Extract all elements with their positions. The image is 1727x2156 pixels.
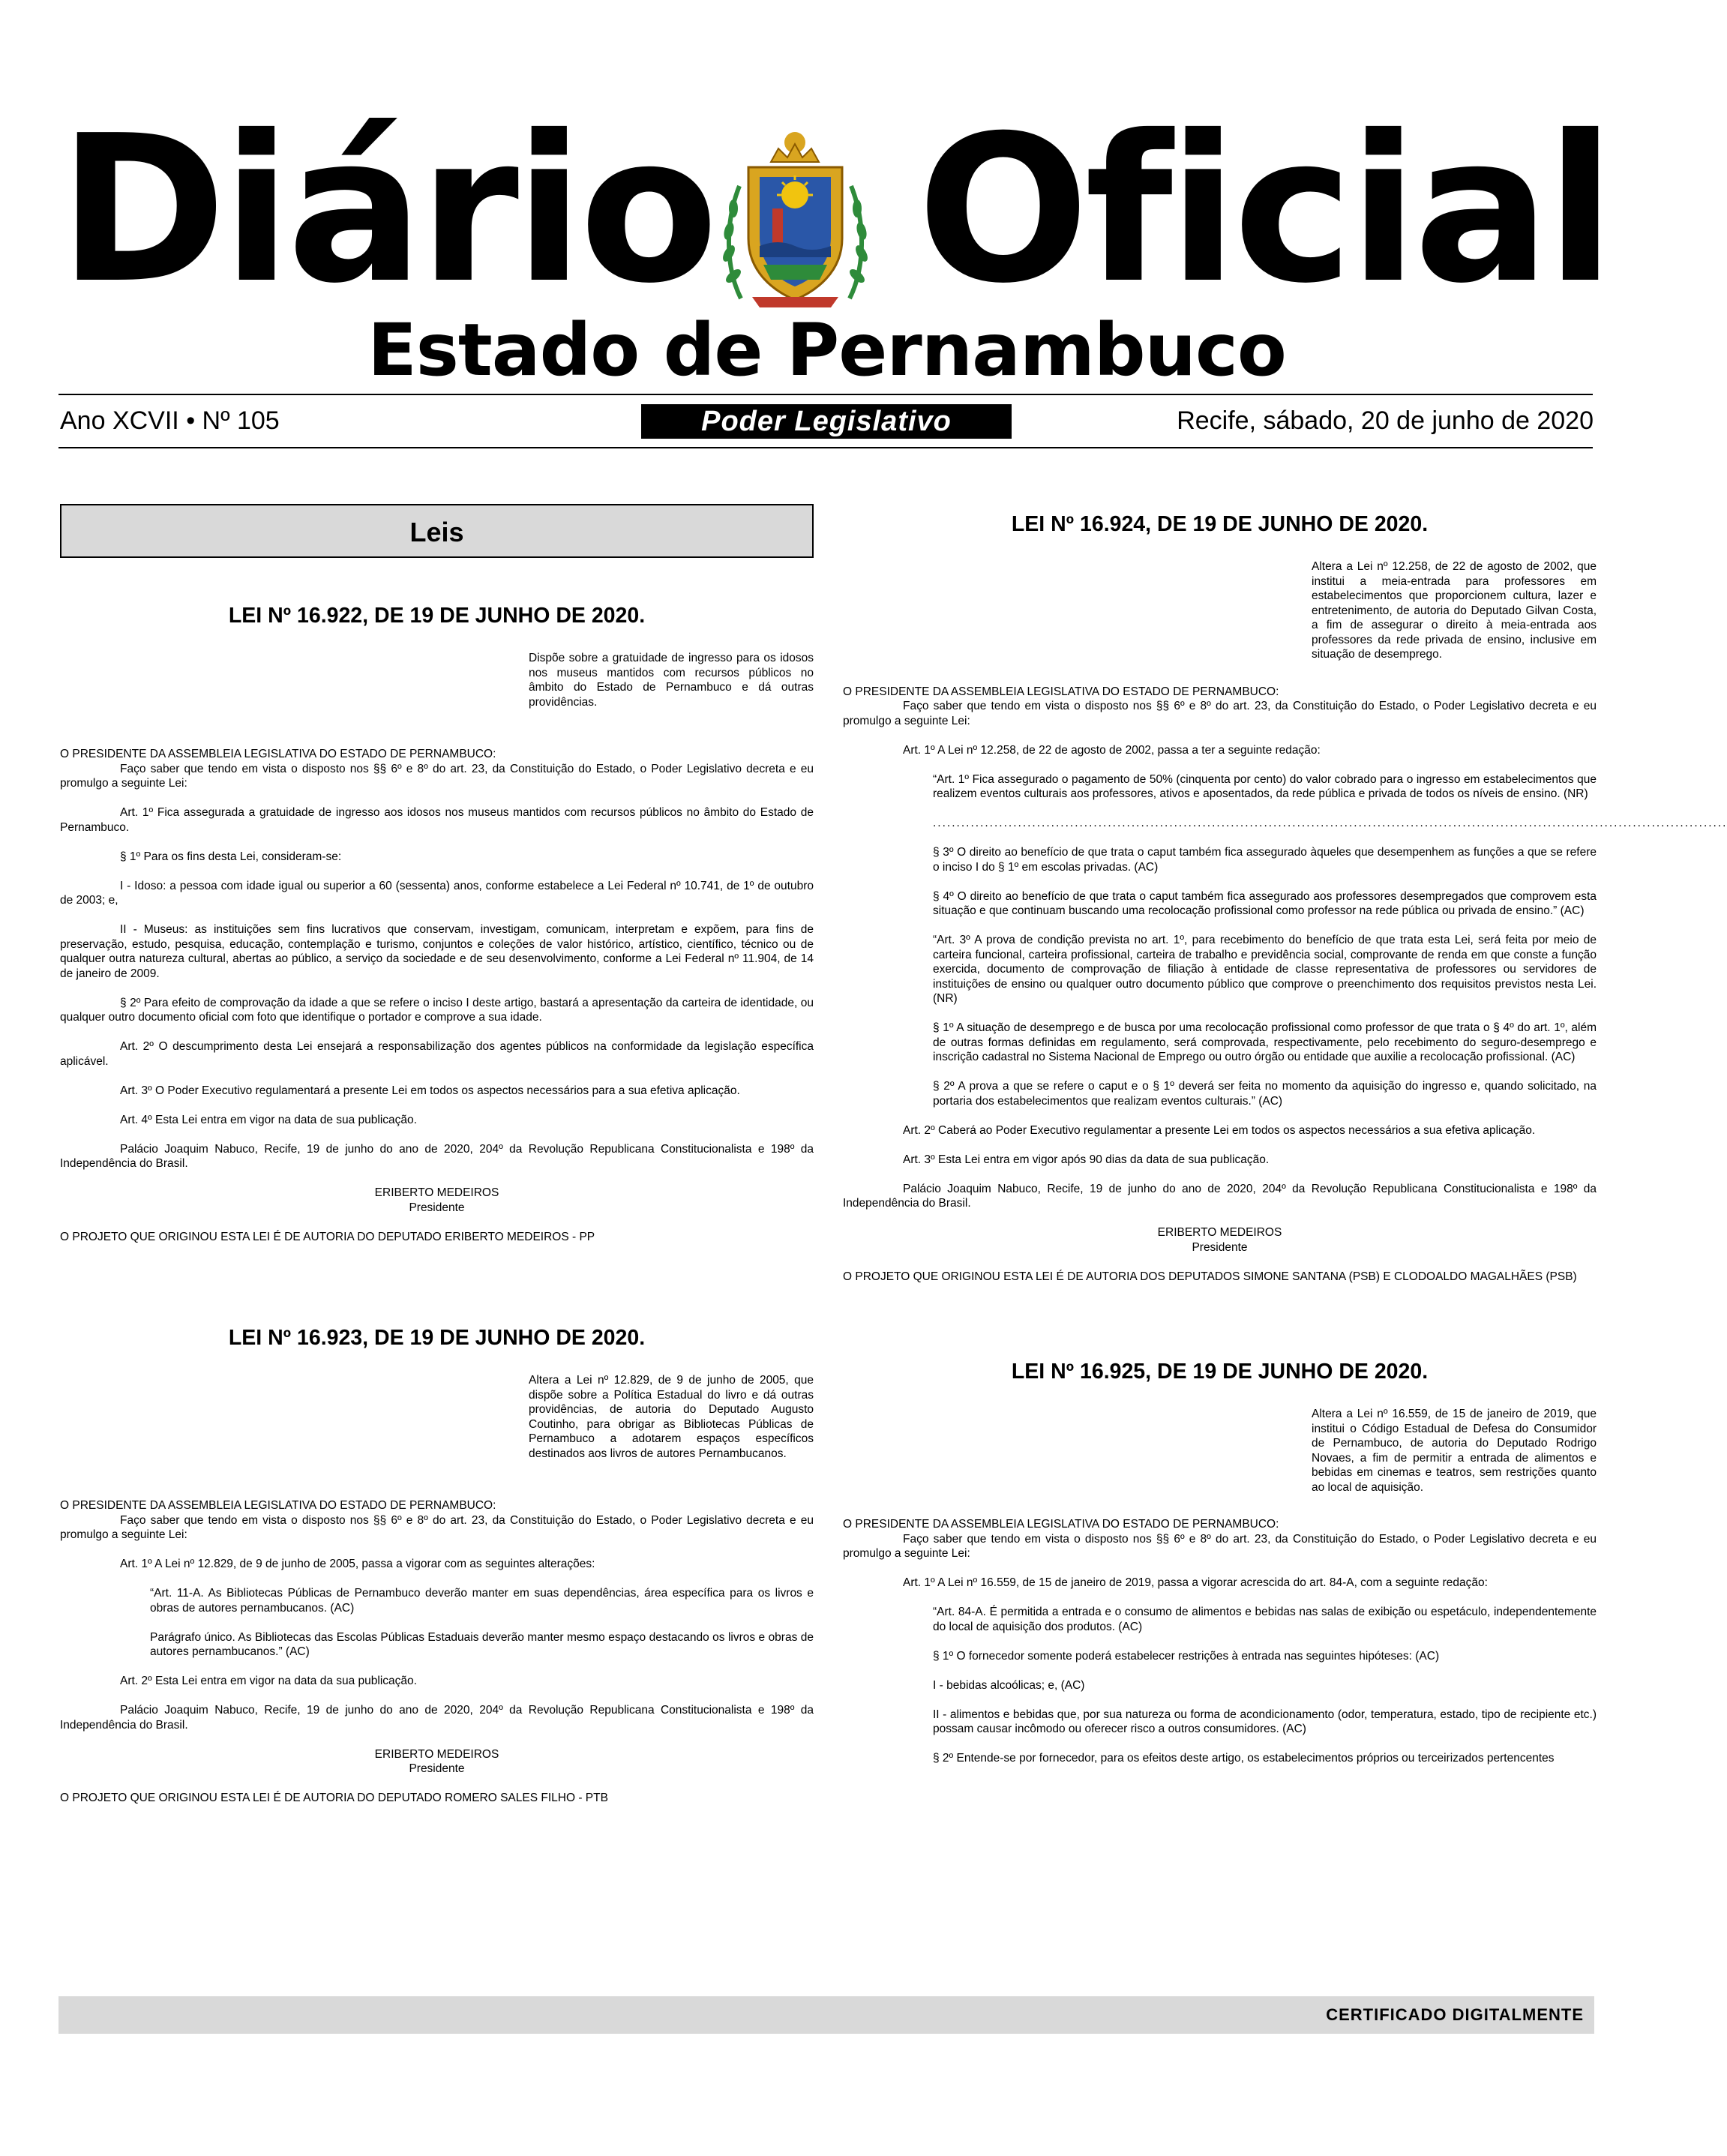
- law-article: Art. 2º O descumprimento desta Lei ensejará a responsabilização dos agentes públicos na conformidade da legislação específica aplicável.: [60, 1040, 814, 1068]
- law-preamble-text: Faço saber que tendo em vista o disposto nos §§ 6º e 8º do art. 23, da Constituição do Estado, o Poder Legislativo decreta e eu promulgo a seguinte Lei:: [843, 700, 1597, 727]
- law-article: Art. 1º A Lei nº 12.829, de 9 de junho de 2005, passa a vigorar com as seguintes alterações:: [120, 1558, 595, 1570]
- law-quote: “Art. 1º Fica assegurado o pagamento de 50% (cinquenta por cento) do valor cobrado para o ingresso em estabelecimentos que realizem eventos culturais aos professores, ativos e aposentados, da rede pública e privada de todos os níveis de ensino. (NR): [933, 772, 1597, 800]
- law-closing: Palácio Joaquim Nabuco, Recife, 19 de junho do ano de 2020, 204º da Revolução Republicana Constitucionalista e 198º da Independência do Brasil.: [60, 1142, 814, 1170]
- law-article: Art. 2º Caberá ao Poder Executivo regulamentar a presente Lei em todos os aspectos necessários a sua efetiva aplicação.: [903, 1123, 1536, 1137]
- law-ementa: Altera a Lei nº 16.559, de 15 de janeiro de 2019, que institui o Código Estadual de Defesa do Consumidor de Pernambuco, de autoria do Deputado Rodrigo Novaes, a fim de permitir a entrada de alimentos e bebidas em cinemas e teatros, sem restrições quanto ao local de aquisição.: [1312, 1408, 1597, 1494]
- law-16924: [843, 511, 1727, 1284]
- law-paragraph: § 1º Para os fins desta Lei, consideram-se:: [120, 850, 342, 863]
- law-signer-role: Presidente: [1192, 1240, 1248, 1254]
- law-closing: Palácio Joaquim Nabuco, Recife, 19 de junho do ano de 2020, 204º da Revolução Republicana Constitucionalista e 198º da Independência do Brasil.: [843, 1182, 1597, 1210]
- law-quote: Parágrafo único. As Bibliotecas das Escolas Públicas Estaduais deverão manter mesmo espaço destacando os livros e obras de autores pernambucanos.” (AC): [150, 1630, 814, 1658]
- law-preamble: O PRESIDENTE DA ASSEMBLEIA LEGISLATIVA DO ESTADO DE PERNAMBUCO:: [843, 685, 1279, 698]
- law-quote: § 2º A prova a que se refere o caput e o § 1º deverá ser feita no momento da aquisição do ingresso e, quando solicitado, na portaria dos estabelecimentos que realizam eventos culturais.” (AC): [933, 1080, 1597, 1108]
- law-signer: ERIBERTO MEDEIROS: [374, 1747, 499, 1761]
- law-signer: ERIBERTO MEDEIROS: [374, 1186, 499, 1199]
- law-quote: § 1º A situação de desemprego e de busca por uma recolocação profissional como professor de que trata o § 4º do art. 1º, além de outras formas definidas em regulamento, será comprovada, respectivamente, pelo recebimento do seguro-desemprego e inscrição cadastral no Sistema Nacional de Emprego ou outro órgão ou entidade que auxilie a recolocação profissional. (AC): [933, 1021, 1597, 1063]
- law-quote: I - bebidas alcoólicas; e, (AC): [933, 1678, 1085, 1692]
- law-title: LEI Nº 16.922, DE 19 DE JUNHO DE 2020.: [228, 604, 646, 628]
- left-column: [60, 504, 814, 1820]
- law-signer-role: Presidente: [409, 1762, 465, 1775]
- law-quote: § 2º Entende-se por fornecedor, para os efeitos deste artigo, os estabelecimentos próprios ou terceirizados pertencentes: [933, 1752, 1555, 1765]
- law-16925: [843, 1359, 1597, 1766]
- law-closing: Palácio Joaquim Nabuco, Recife, 19 de junho do ano de 2020, 204º da Revolução Republicana Constitucionalista e 198º da Independência do Brasil.: [60, 1704, 814, 1732]
- masthead-title-word2: Oficial: [917, 91, 1611, 328]
- law-signer: ERIBERTO MEDEIROS: [1157, 1226, 1282, 1239]
- law-omission-dots: ........................................................................................................................................................................: [933, 817, 1727, 829]
- law-article: Art. 1º A Lei nº 12.258, de 22 de agosto de 2002, passa a ter a seguinte redação:: [903, 743, 1321, 757]
- law-16922: [60, 603, 814, 1244]
- law-ementa: Dispõe sobre a gratuidade de ingresso para os idosos nos museus mantidos com recursos públicos no âmbito do Estado de Pernambuco e dá outras providências.: [529, 652, 814, 709]
- law-ementa: Altera a Lei nº 12.258, de 22 de agosto de 2002, que institui a meia-entrada para professores em estabelecimentos que proporcionem cultura, lazer e entretenimento, de autoria do Deputado Gilvan Costa, a fim de assegurar o direito à meia-entrada aos professores da rede privada de ensino, inclusive em situação de desemprego.: [1312, 560, 1597, 661]
- law-quote: “Art. 11-A. As Bibliotecas Públicas de Pernambuco deverão manter em suas dependências, área específica para os livros e obras de autores pernambucanos. (AC): [150, 1587, 814, 1615]
- section-banner: Poder Legislativo: [641, 404, 1012, 439]
- digital-certificate-label: CERTIFICADO DIGITALMENTE: [1326, 2005, 1584, 2024]
- right-column: [843, 504, 1727, 1780]
- section-header-leis: Leis: [60, 504, 814, 558]
- law-title: LEI Nº 16.923, DE 19 DE JUNHO DE 2020.: [228, 1326, 646, 1350]
- law-article: Art. 3º Esta Lei entra em vigor após 90 dias da data de sua publicação.: [903, 1153, 1270, 1166]
- law-preamble-text: Faço saber que tendo em vista o disposto nos §§ 6º e 8º do art. 23, da Constituição do Estado, o Poder Legislativo decreta e eu promulgo a seguinte Lei:: [60, 1513, 814, 1541]
- law-article: Art. 1º A Lei nº 16.559, de 15 de janeiro de 2019, passa a vigorar acrescida do art. 84-A, com a seguinte redação:: [903, 1576, 1488, 1589]
- law-origin: O PROJETO QUE ORIGINOU ESTA LEI É DE AUTORIA DO DEPUTADO ERIBERTO MEDEIROS - PP: [60, 1230, 595, 1243]
- law-paragraph: § 2º Para efeito de comprovação da idade a que se refere o inciso I deste artigo, bastará a apresentação da carteira de identidade, ou qualquer outro documento oficial com foto que identifique o portador e comprove a sua idade.: [60, 996, 814, 1024]
- masthead-title-word1: Diário: [58, 91, 715, 328]
- masthead-subtitle: Estado de Pernambuco: [367, 308, 1286, 392]
- law-quote: II - alimentos e bebidas que, por sua natureza ou forma de acondicionamento (odor, temperatura, estado, tipo de recipiente etc.) possam causar incômodo ou oferecer risco a outros consumidores. (AC): [933, 1708, 1597, 1735]
- law-article: Art. 4º Esta Lei entra em vigor na data de sua publicação.: [120, 1113, 417, 1126]
- law-paragraph: II - Museus: as instituições sem fins lucrativos que conservam, investigam, comunicam, interpretam e expõem, para fins de preservação, estudo, pesquisa, educação, contemplação e turismo, conjuntos e coleções de valor histórico, artístico, científico, técnico ou de qualquer outra natureza cultural, abertas ao público, a serviço da sociedade e de seu desenvolvimento, conforme a Lei Federal nº 11.904, de 14 de janeiro de 2009.: [60, 923, 814, 980]
- law-quote: “Art. 3º A prova de condição prevista no art. 1º, para recebimento do benefício de que trata esta Lei, será feita por meio de carteira funcional, carteira profissional, carteira de trabalho e previdência social, comprovante de renda em que conste a função exercida, documento de comprovação de filiação à entidade de classe representativa de professores ou servidores de instituições de ensino ou qualquer outro documento público que comprove o preenchimento dos requisitos previstos nesta Lei. (NR): [933, 934, 1597, 1005]
- law-title: LEI Nº 16.924, DE 19 DE JUNHO DE 2020.: [1011, 512, 1429, 536]
- law-preamble: O PRESIDENTE DA ASSEMBLEIA LEGISLATIVA DO ESTADO DE PERNAMBUCO:: [60, 748, 496, 760]
- law-quote: “Art. 84-A. É permitida a entrada e o consumo de alimentos e bebidas nas salas de exibição ou espetáculo, independentemente do local de aquisição dos produtos. (AC): [933, 1606, 1597, 1633]
- footer-bar: [58, 1996, 1594, 2034]
- edition-number: Ano XCVII • Nº 105: [60, 406, 280, 435]
- law-article: Art. 2º Esta Lei entra em vigor na data da sua publicação.: [120, 1675, 417, 1687]
- law-preamble-text: Faço saber que tendo em vista o disposto nos §§ 6º e 8º do art. 23, da Constituição do Estado, o Poder Legislativo decreta e eu promulgo a seguinte Lei:: [843, 1532, 1597, 1560]
- law-16923: [60, 1325, 814, 1806]
- pernambuco-coat-of-arms-icon: [718, 126, 872, 310]
- law-article: Art. 3º O Poder Executivo regulamentará a presente Lei em todos os aspectos necessários para a sua efetiva aplicação.: [120, 1084, 740, 1097]
- law-article: Art. 1º Fica assegurada a gratuidade de ingresso aos idosos nos museus mantidos com recursos públicos no âmbito do Estado de Pernambuco.: [60, 806, 814, 834]
- law-quote: § 3º O direito ao benefício de que trata o caput também fica assegurado àqueles que desempenhem as funções a que se refere o inciso I do § 1º em escolas privadas. (AC): [933, 846, 1597, 874]
- law-signer-role: Presidente: [409, 1201, 465, 1214]
- header-top-rule: [58, 394, 1593, 395]
- law-quote: § 1º O fornecedor somente poderá estabelecer restrições à entrada nas seguintes hipóteses: (AC): [933, 1649, 1440, 1663]
- law-title: LEI Nº 16.925, DE 19 DE JUNHO DE 2020.: [1011, 1360, 1429, 1384]
- law-origin: O PROJETO QUE ORIGINOU ESTA LEI É DE AUTORIA DO DEPUTADO ROMERO SALES FILHO - PTB: [60, 1792, 608, 1804]
- publication-date: Recife, sábado, 20 de junho de 2020: [1177, 406, 1594, 435]
- law-ementa: Altera a Lei nº 12.829, de 9 de junho de 2005, que dispõe sobre a Política Estadual do livro e dá outras providências, de autoria do Deputado Augusto Coutinho, para obrigar as Bibliotecas Públicas de Pernambuco a adotarem espaços específicos destinados aos livros de autores Pernambucanos.: [529, 1374, 814, 1460]
- law-preamble: O PRESIDENTE DA ASSEMBLEIA LEGISLATIVA DO ESTADO DE PERNAMBUCO:: [60, 1499, 496, 1512]
- law-quote: § 4º O direito ao benefício de que trata o caput também fica assegurado aos professores desempregados que comprovem esta situação e que continuam buscando uma recolocação profissional como professor na rede pública ou privada de ensino.” (AC): [933, 889, 1597, 917]
- law-origin: O PROJETO QUE ORIGINOU ESTA LEI É DE AUTORIA DOS DEPUTADOS SIMONE SANTANA (PSB) E CLODOALDO MAGALHÃES (PSB): [843, 1270, 1577, 1283]
- header-bottom-rule: [58, 447, 1593, 448]
- law-preamble-text: Faço saber que tendo em vista o disposto nos §§ 6º e 8º do art. 23, da Constituição do Estado, o Poder Legislativo decreta e eu promulgo a seguinte Lei:: [60, 762, 814, 790]
- law-paragraph: I - Idoso: a pessoa com idade igual ou superior a 60 (sessenta) anos, conforme estabelece a Lei Federal nº 10.741, de 1º de outubro de 2003; e,: [60, 879, 814, 907]
- law-preamble: O PRESIDENTE DA ASSEMBLEIA LEGISLATIVA DO ESTADO DE PERNAMBUCO:: [843, 1518, 1279, 1531]
